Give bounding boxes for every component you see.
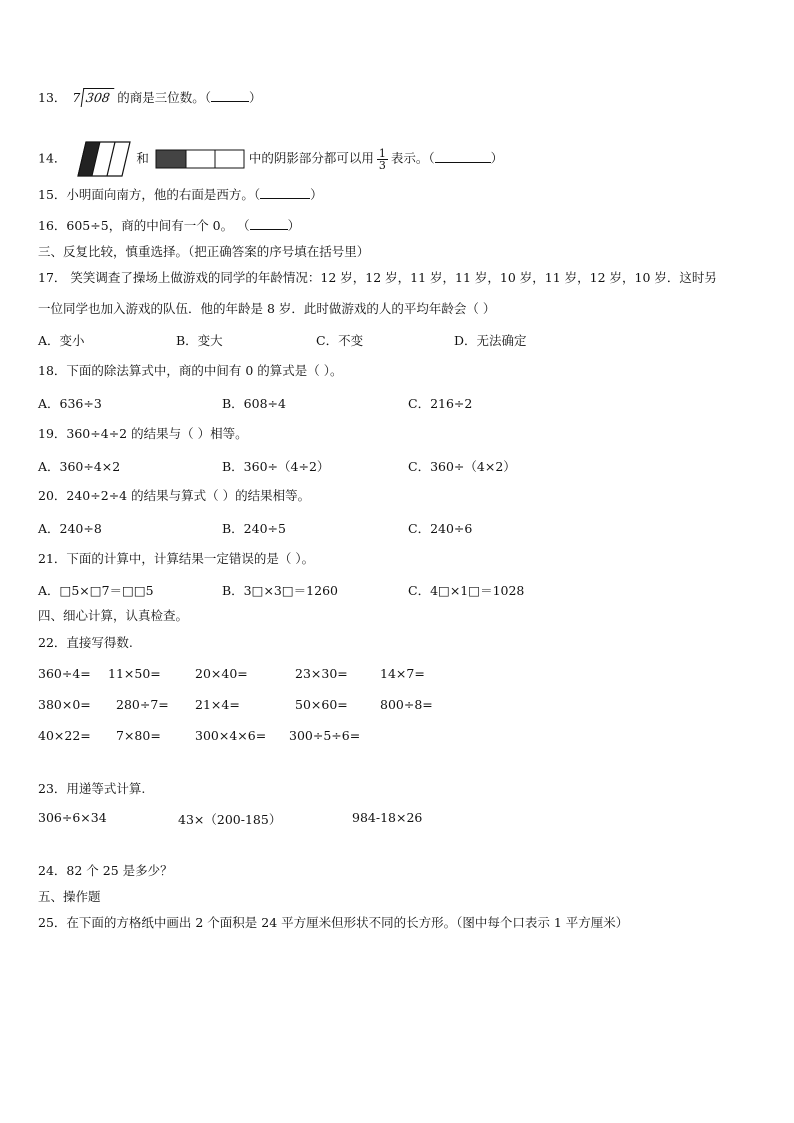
calc-item: 11×50= <box>108 666 161 681</box>
calc-item: 300÷5÷6= <box>289 728 361 743</box>
option-d[interactable]: D．无法确定 <box>454 333 527 348</box>
answer-blank[interactable] <box>250 217 288 230</box>
question-16: 16．605÷5，商的中间有一个 0。 （ ） <box>38 218 301 233</box>
question-number: 13． <box>38 90 67 105</box>
question-18: 18．下面的除法算式中，商的中间有 0 的算式是（ ）。 <box>38 363 343 378</box>
calc-item: 800÷8= <box>380 697 433 712</box>
and-text: 和 <box>136 150 149 166</box>
option-a[interactable]: A．□5×□7＝□□5 <box>38 583 154 598</box>
option-b[interactable]: B．变大 <box>176 333 223 348</box>
question-25: 25．在下面的方格纸中画出 2 个面积是 24 平方厘米但形状不同的长方形。（图中每个口表示 1 平方厘米） <box>38 915 629 930</box>
option-c[interactable]: C．216÷2 <box>408 396 473 411</box>
answer-blank[interactable] <box>260 186 310 199</box>
question-17-line-2: 一位同学也加入游戏的队伍．他的年龄是 8 岁．此时做游戏的人的平均年龄会（ ） <box>38 301 496 316</box>
question-number: 14． <box>38 150 67 166</box>
section-three-heading: 三、反复比较，慎重选择。（把正确答案的序号填在括号里） <box>38 244 370 259</box>
calc-item: 23×30= <box>295 666 348 681</box>
section-four-heading: 四、细心计算，认真检查。 <box>38 608 189 623</box>
calc-item: 50×60= <box>295 697 348 712</box>
question-20: 20．240÷2÷4 的结果与算式（ ）的结果相等。 <box>38 488 311 503</box>
question-22: 22．直接写得数. <box>38 635 133 650</box>
calc-item: 40×22= <box>38 728 91 743</box>
fraction-one-third: $\frac{1}{3}$ <box>378 146 386 172</box>
answer-blank[interactable] <box>211 89 249 102</box>
calc-item: 21×4= <box>195 697 240 712</box>
option-c[interactable]: C．4□×1□＝1028 <box>408 583 525 598</box>
rectangle-strip-figure <box>155 149 245 169</box>
option-b[interactable]: B．240÷5 <box>222 521 286 536</box>
calc-item: 380×0= <box>38 697 91 712</box>
question-19: 19．360÷4÷2 的结果与（ ）相等。 <box>38 426 248 441</box>
question-23: 23．用递等式计算. <box>38 781 146 796</box>
option-b[interactable]: B．3□×3□＝1260 <box>222 583 338 598</box>
question-text: 的商是三位数。（ <box>117 90 211 105</box>
divisor: 7 <box>72 90 81 105</box>
option-a[interactable]: A．240÷8 <box>38 521 102 536</box>
question-text: 中的阴影部分都可以用 <box>248 150 374 166</box>
option-c[interactable]: C．360÷（4×2） <box>408 459 516 474</box>
calc-item: 14×7= <box>380 666 425 681</box>
question-13: 13． 7 308 的商是三位数。（ ） <box>38 90 262 105</box>
question-24: 24．82 个 25 是多少？ <box>38 863 173 878</box>
question-17-line-1: 17． 笑笑调查了操场上做游戏的同学的年龄情况：12 岁，12 岁，11 岁，11 岁，10 岁，11 岁，12 岁，10 岁．这时另 <box>38 270 717 285</box>
option-c[interactable]: C．不变 <box>316 333 364 348</box>
question-14: 14． 和 中的阴影部分都可以用 $\frac{1}{3}$ 表示。（ ） <box>38 140 503 178</box>
long-division-symbol <box>72 88 113 107</box>
option-a[interactable]: A．360÷4×2 <box>38 459 121 474</box>
question-21: 21．下面的计算中，计算结果一定错误的是（ ）。 <box>38 551 315 566</box>
calc-item: 43×（200-185） <box>178 812 282 827</box>
option-a[interactable]: A．636÷3 <box>38 396 102 411</box>
calc-item: 306÷6×34 <box>38 810 107 825</box>
answer-blank[interactable] <box>435 150 491 163</box>
calc-item: 300×4×6= <box>195 728 267 743</box>
question-15: 15．小明面向南方，他的右面是西方。（ ） <box>38 187 323 202</box>
option-b[interactable]: B．360÷（4÷2） <box>222 459 330 474</box>
parallelogram-figure <box>76 140 132 178</box>
calc-item: 984-18×26 <box>352 810 423 825</box>
section-five-heading: 五、操作题 <box>38 889 101 904</box>
dividend: 308 <box>81 88 115 107</box>
option-b[interactable]: B．608÷4 <box>222 396 286 411</box>
calc-item: 280÷7= <box>116 697 169 712</box>
calc-item: 7×80= <box>116 728 161 743</box>
calc-item: 360÷4= <box>38 666 91 681</box>
calc-item: 20×40= <box>195 666 248 681</box>
option-a[interactable]: A．变小 <box>38 333 85 348</box>
option-c[interactable]: C．240÷6 <box>408 521 473 536</box>
